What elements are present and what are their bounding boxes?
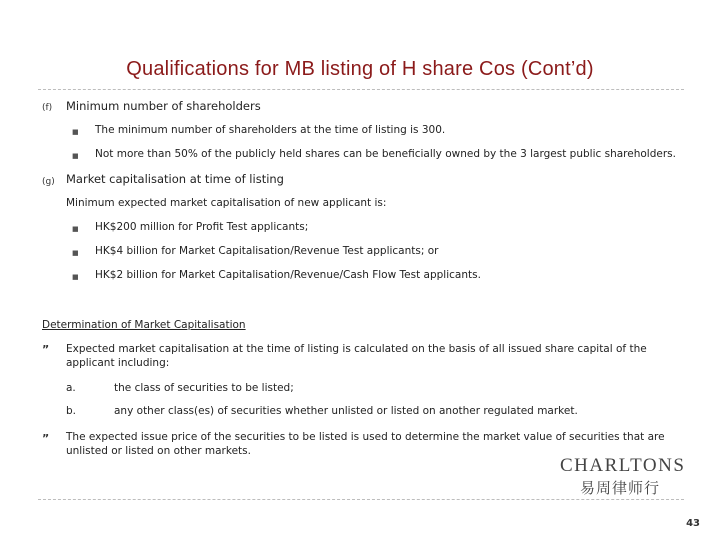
determination-point-1 xyxy=(66,342,678,370)
determination-point-1-line-2: applicant including: xyxy=(66,357,170,369)
page-number: 43 xyxy=(686,518,700,529)
section-f-heading: Minimum number of shareholders xyxy=(66,99,261,113)
square-bullet-icon: ■ xyxy=(72,249,79,257)
section-f-bullet-2: Not more than 50% of the publicly held shares can be beneficially owned by the 3 largest public shareholders. xyxy=(95,148,676,160)
quote-bullet-icon: ” xyxy=(42,432,50,445)
charltons-logo xyxy=(560,455,686,498)
section-g-bullet-2: HK$4 billion for Market Capitalisation/Revenue Test applicants; or xyxy=(95,245,439,257)
subitem-a-text: the class of securities to be listed; xyxy=(114,382,294,394)
square-bullet-icon: ■ xyxy=(72,128,79,136)
subitem-b-text: any other class(es) of securities whether unlisted or listed on another regulated market. xyxy=(114,405,578,417)
determination-heading: Determination of Market Capitalisation xyxy=(42,319,246,331)
title-divider xyxy=(38,89,684,90)
section-g-intro: Minimum expected market capitalisation of new applicant is: xyxy=(66,197,387,209)
section-g-heading: Market capitalisation at time of listing xyxy=(66,172,284,186)
logo-chinese: 易周律师行 xyxy=(579,479,660,497)
square-bullet-icon: ■ xyxy=(72,152,79,160)
square-bullet-icon: ■ xyxy=(72,225,79,233)
determination-point-2-line-1: The expected issue price of the securities to be listed is used to determine the market value of securities that are xyxy=(66,431,665,443)
section-g-bullet-1: HK$200 million for Profit Test applicants; xyxy=(95,221,309,233)
section-f-bullet-1: The minimum number of shareholders at the time of listing is 300. xyxy=(95,124,446,136)
subitem-b-label: b. xyxy=(66,405,77,417)
footer-divider xyxy=(38,499,684,500)
section-f-letter: (f) xyxy=(42,103,53,113)
determination-point-1-line-1: Expected market capitalisation at the time of listing is calculated on the basis of all issued share capital of the xyxy=(66,343,647,355)
section-g-bullet-3: HK$2 billion for Market Capitalisation/Revenue/Cash Flow Test applicants. xyxy=(95,269,481,281)
determination-point-2 xyxy=(66,430,678,458)
quote-bullet-icon: ” xyxy=(42,343,50,356)
section-g-letter: (g) xyxy=(42,177,55,187)
subitem-a-label: a. xyxy=(66,382,76,394)
determination-point-2-line-2: unlisted or listed on other markets. xyxy=(66,445,251,457)
square-bullet-icon: ■ xyxy=(72,273,79,281)
logo-name: CHARLTONS xyxy=(560,455,686,476)
page-title: Qualifications for MB listing of H share Cos (Cont’d) xyxy=(126,58,594,80)
